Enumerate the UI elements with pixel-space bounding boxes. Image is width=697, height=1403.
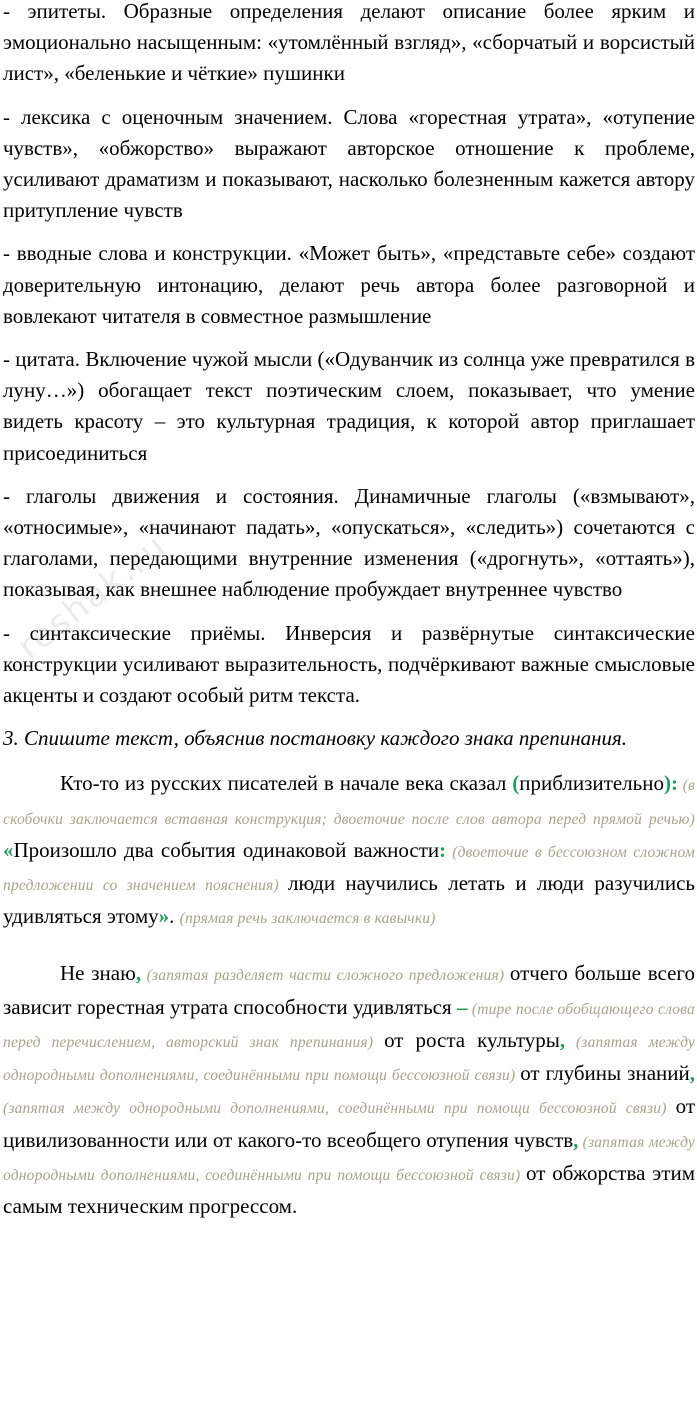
exercise-paragraph-2: [3, 958, 695, 1222]
annotation: (тире после обобщающего слова перед перечислением, авторский знак препинания): [3, 1000, 695, 1051]
list-item-quotation: - цитата. Включение чужой мысли («Одуванчик из солнца уже превратился в луну…») обогащает текст поэтическим слоем, показывает, что умение видеть красоту – это культурная традиция, к которой автор приглашает присоединиться: [3, 347, 695, 465]
annotation: (запятая между однородными дополнениями, соединёнными при помощи бессоюзной связи): [3, 1133, 695, 1184]
text-segment: .: [169, 904, 180, 929]
punctuation-mark: –: [457, 994, 468, 1019]
punctuation-mark: ,: [559, 1027, 566, 1052]
list-item-epithets: - эпитеты. Образные определения делают описание более ярким и эмоционально насыщенным: «утомлённый взгляд», «сборчатый и ворсистый лист», «беленькие и чёткие» пушинки: [3, 0, 695, 86]
list-item-verbs: - глаголы движения и состояния. Динамичные глаголы («взмывают», «относимые», «начинают падать», «опускаться», «следить») сочетаются с глаголами, передающими внутренние изменения («дрогнуть», «оттаять»), показывая, как внешнее наблюдение пробуждает внутреннее чувство: [3, 483, 695, 602]
paragraph-spacer: [3, 946, 695, 958]
text-segment: Кто-то из русских писателей в начале века сказал: [60, 771, 513, 796]
punctuation-mark: ,: [135, 961, 142, 986]
annotation: (двоеточие в бессоюзном сложном предложении со значением пояснения): [3, 843, 695, 895]
list-item-syntax: - синтаксические приёмы. Инверсия и развёрнутые синтаксические конструкции усиливают выразительность, подчёркивают важные смысловые акценты и создают особый ритм текста.: [3, 620, 695, 708]
annotation: (запятая между однородными дополнениями, соединёнными при помощи бессоюзной связи): [3, 1100, 676, 1118]
text-segment: Произошло два события одинаковой важности: [13, 837, 440, 862]
punctuation-mark: ,: [689, 1061, 695, 1086]
punctuation-mark: «: [3, 837, 14, 862]
punctuation-mark: »: [158, 904, 170, 929]
text-segment: отчего больше всего зависит горестная утрата способности удивляться: [3, 961, 696, 1019]
text-segment: приблизительно: [519, 771, 664, 796]
text-segment: от цивилизованности или от какого-то всеобщего отупения чувств: [3, 1094, 695, 1152]
annotation: (в скобочки заключается вставная конструкция; двоеточие после слов автора перед прямой речью): [3, 777, 695, 828]
text-segment: от обжорства этим самым техническим прогрессом.: [3, 1160, 695, 1218]
list-item-introductory-words: - вводные слова и конструкции. «Может быть», «представьте себе» создают доверительную интонацию, делают речь автора более разговорной и вовлекают читателя в совместное размышление: [3, 241, 695, 328]
annotation: (прямая речь заключается в кавычки): [179, 910, 436, 928]
annotation: (запятая между однородными дополнениями, соединёнными при помощи бессоюзной связи): [3, 1033, 696, 1085]
text-segment: Не знаю: [60, 961, 136, 986]
punctuation-mark: ,: [573, 1127, 579, 1152]
list-item-evaluative-lexicon: - лексика с оценочным значением. Слова «горестная утрата», «отупение чувств», «обжорство» выражают авторское отношение к проблеме, усиливают драматизм и показывают, насколько болезненным кажется автору притупление чувств: [3, 104, 695, 223]
punctuation-mark: :: [439, 837, 447, 862]
text-segment: от глубины знаний: [520, 1061, 690, 1086]
watermark: reshak.ru: [10, 526, 176, 668]
text-segment: люди научились летать и люди разучились удивляться этому: [3, 871, 695, 929]
punctuation-mark: (: [512, 771, 520, 796]
text-segment: от роста культуры: [384, 1027, 560, 1052]
punctuation-mark: ):: [663, 771, 678, 796]
annotation: (запятая разделяет части сложного предложения): [141, 967, 510, 985]
exercise-paragraph-1: [3, 768, 695, 934]
task-heading: 3. Спишите текст, объяснив постановку каждого знака препинания.: [3, 726, 628, 751]
